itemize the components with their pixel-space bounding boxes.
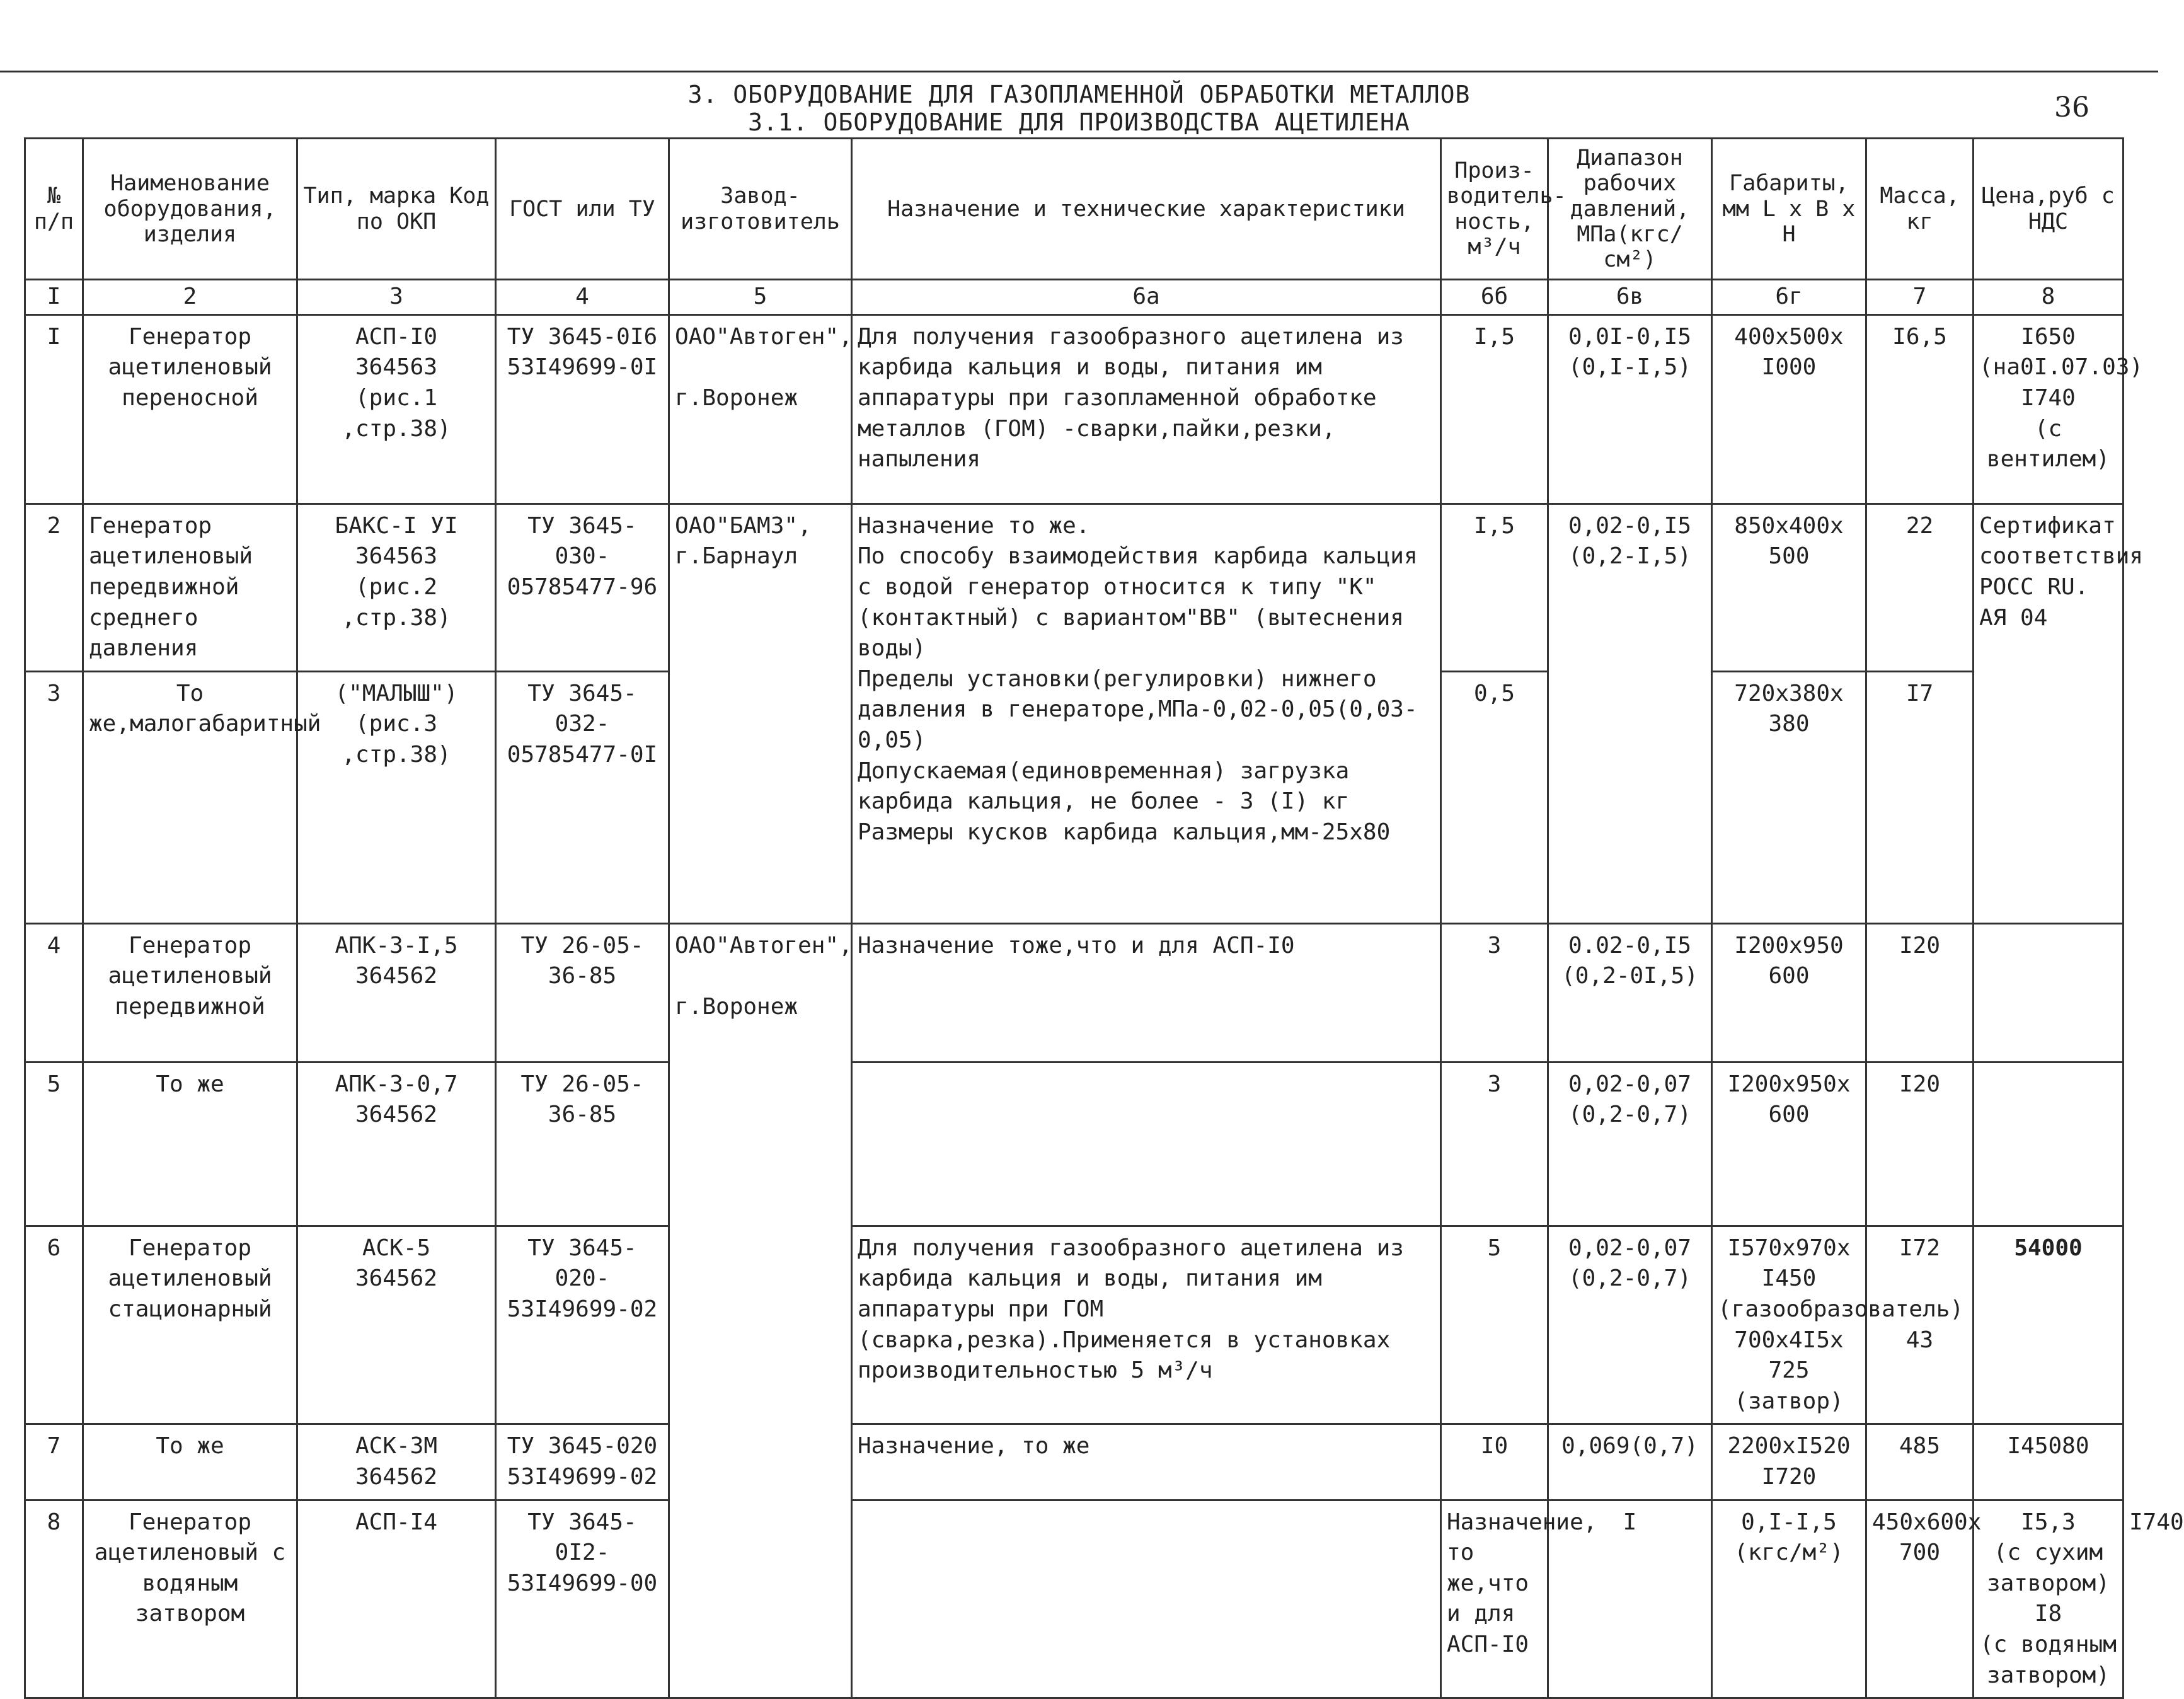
col-num: 8 xyxy=(1974,280,2124,315)
equipment-perf: I xyxy=(1548,1500,1712,1698)
section-title: 3. ОБОРУДОВАНИЕ ДЛЯ ГАЗОПЛАМЕННОЙ ОБРАБОТКИ МЕТАЛЛОВ xyxy=(687,81,1471,108)
col-header-mass: Масса, кг xyxy=(1866,139,1974,280)
equipment-pressure: 0.02-0,I5 (0,2-0I,5) xyxy=(1548,923,1712,1062)
equipment-dims: 720x380x 380 xyxy=(1712,671,1866,923)
equipment-dims: 400x500x I000 xyxy=(1712,314,1866,504)
equipment-pressure: 0,0I-0,I5 (0,I-I,5) xyxy=(1548,314,1712,504)
table-row: 8 Генератор ацетиленовый с водяным затвором АСП-I4 ТУ 3645-0I2- 53I49699-00 Назначение, то же,что и для АСП-I0 I 0,I-I,5 (кгс/м²) 450x600x 700 I5,3 (с сухим затвором) I8 (с водяным затвором) I740 xyxy=(25,1500,2124,1698)
equipment-type: АПК-3-0,7 364562 xyxy=(297,1062,496,1226)
top-rule xyxy=(0,71,2158,72)
row-number: 6 xyxy=(25,1226,83,1424)
equipment-price: I45080 xyxy=(1974,1424,2124,1500)
equipment-name: То же,малогабаритный xyxy=(83,671,297,923)
equipment-name: То же xyxy=(83,1424,297,1500)
equipment-name: То же xyxy=(83,1062,297,1226)
col-header-name: Наименование оборудования, изделия xyxy=(83,139,297,280)
table-row xyxy=(25,923,2124,1062)
equipment-purpose: Назначение, то же xyxy=(852,1424,1441,1500)
col-num: 6г xyxy=(1712,280,1866,315)
equipment-pressure: 0,02-0,07 (0,2-0,7) xyxy=(1548,1062,1712,1226)
table-row xyxy=(25,1424,2124,1500)
equipment-dims: I570x970x I450 (газообразователь) 700x4I5x 725 (затвор) xyxy=(1712,1226,1866,1424)
row-number: I xyxy=(25,314,83,504)
table-row xyxy=(25,1062,2124,1226)
maker-empty xyxy=(852,1500,1441,1698)
equipment-pressure: 0,069(0,7) xyxy=(1548,1424,1712,1500)
col-header-pressure: Диапазон рабочих давлений, МПа(кгс/см²) xyxy=(1548,139,1712,280)
col-num: 6в xyxy=(1548,280,1712,315)
equipment-type: БАКС-I УI 364563 (рис.2 ,стр.38) xyxy=(297,504,496,671)
equipment-type: АСП-I4 xyxy=(297,1500,496,1698)
col-num: 5 xyxy=(669,280,852,315)
equipment-type: АСК-3М 364562 xyxy=(297,1424,496,1500)
equipment-name: Генератор ацетиленовый переносной xyxy=(83,314,297,504)
table-row xyxy=(25,1226,2124,1424)
col-num: 2 xyxy=(83,280,297,315)
row-number: 4 xyxy=(25,923,83,1062)
equipment-mass: 485 xyxy=(1866,1424,1974,1500)
equipment-purpose: Для получения газообразного ацетилена из карбида кальция и воды, питания им аппаратуры при ГОМ (сварка,резка).Применяется в установках производительностью 5 м³/ч xyxy=(852,1226,1441,1424)
equipment-name: Генератор ацетиленовый передвижной среднего давления xyxy=(83,504,297,671)
equipment-gost: ТУ 3645-020- 53I49699-02 xyxy=(496,1226,669,1424)
equipment-price: I650 (на0I.07.03) I740 (с вентилем) xyxy=(1974,314,2124,504)
equipment-name: Генератор ацетиленовый передвижной xyxy=(83,923,297,1062)
equipment-price: 54000 xyxy=(1974,1226,2124,1424)
col-header-n: № п/п xyxy=(25,139,83,280)
equipment-dims: 2200xI520 I720 xyxy=(1712,1424,1866,1500)
equipment-gost: ТУ 3645-020 53I49699-02 xyxy=(496,1424,669,1500)
column-number-row xyxy=(25,280,2124,315)
col-header-maker: Завод-изготовитель xyxy=(669,139,852,280)
equipment-purpose: Назначение, то же,что и для АСП-I0 xyxy=(1441,1500,1548,1698)
equipment-gost: ТУ 3645-032- 05785477-0I xyxy=(496,671,669,923)
col-header-gost: ГОСТ или ТУ xyxy=(496,139,669,280)
col-num: 6а xyxy=(852,280,1441,315)
col-header-perf: Произ-водитель-ность, м³/ч xyxy=(1441,139,1548,280)
equipment-purpose: Для получения газообразного ацетилена из карбида кальция и воды, питания им аппаратуры при газопламенной обработке металлов (ГОМ) -сварки,пайки,резки, напыления xyxy=(852,314,1441,504)
row-number: 7 xyxy=(25,1424,83,1500)
equipment-type: АСК-5 364562 xyxy=(297,1226,496,1424)
equipment-purpose xyxy=(852,1062,1441,1226)
equipment-maker: ОАО"Автоген", г.Воронеж xyxy=(669,314,852,504)
equipment-price: Сертификат соответствия РОСС RU. АЯ 04 xyxy=(1974,504,2124,923)
row-number: 2 xyxy=(25,504,83,671)
equipment-dims: I200x950x 600 xyxy=(1712,1062,1866,1226)
equipment-name: Генератор ацетиленовый с водяным затвором xyxy=(83,1500,297,1698)
equipment-gost: ТУ 3645-030- 05785477-96 xyxy=(496,504,669,671)
equipment-name: Генератор ацетиленовый стационарный xyxy=(83,1226,297,1424)
col-header-price: Цена,руб с НДС xyxy=(1974,139,2124,280)
equipment-pressure: 0,02-0,07 (0,2-0,7) xyxy=(1548,1226,1712,1424)
equipment-perf: 3 xyxy=(1441,923,1548,1062)
equipment-perf: I,5 xyxy=(1441,314,1548,504)
col-num: 3 xyxy=(297,280,496,315)
equipment-dims: I200x950 600 xyxy=(1712,923,1866,1062)
equipment-purpose: Назначение то же. По способу взаимодействия карбида кальция с водой генератор относится к типу "К" (контактный) с вариантом"ВВ" (вытеснения воды) Пределы установки(регулировки) нижнего давления в генераторе,МПа-0,02-0,05(0,03-0,05) Допускаемая(единовременная) загрузка карбида кальция, не более - 3 (I) кг Размеры кусков карбида кальция,мм-25x80 xyxy=(852,504,1441,923)
equipment-purpose: Назначение тоже,что и для АСП-I0 xyxy=(852,923,1441,1062)
equipment-gost: ТУ 26-05- 36-85 xyxy=(496,923,669,1062)
equipment-pressure: 0,I-I,5 (кгс/м²) xyxy=(1712,1500,1866,1698)
col-num: I xyxy=(25,280,83,315)
equipment-perf: 0,5 xyxy=(1441,671,1548,923)
equipment-mass: 22 xyxy=(1866,504,1974,671)
col-header-dims: Габариты, мм L x B x H xyxy=(1712,139,1866,280)
col-num: 4 xyxy=(496,280,669,315)
equipment-perf: 3 xyxy=(1441,1062,1548,1226)
col-num: 6б xyxy=(1441,280,1548,315)
equipment-price xyxy=(1974,923,2124,1062)
equipment-mass: I20 xyxy=(1866,923,1974,1062)
col-num: 7 xyxy=(1866,280,1974,315)
page-number: 36 xyxy=(2054,91,2089,124)
equipment-type: АСП-I0 364563 (рис.1 ,стр.38) xyxy=(297,314,496,504)
equipment-mass: I7 xyxy=(1866,671,1974,923)
row-number: 5 xyxy=(25,1062,83,1226)
equipment-maker: ОАО"БАМЗ", г.Барнаул xyxy=(669,504,852,923)
equipment-mass: I20 xyxy=(1866,1062,1974,1226)
equipment-price xyxy=(1974,1062,2124,1226)
equipment-perf: I0 xyxy=(1441,1424,1548,1500)
equipment-gost: ТУ 3645-0I2- 53I49699-00 xyxy=(496,1500,669,1698)
equipment-gost: ТУ 26-05- 36-85 xyxy=(496,1062,669,1226)
equipment-type: АПК-3-I,5 364562 xyxy=(297,923,496,1062)
equipment-table xyxy=(24,137,2184,1699)
subsection-title: 3.1. ОБОРУДОВАНИЕ ДЛЯ ПРОИЗВОДСТВА АЦЕТИЛЕНА xyxy=(748,108,1410,136)
equipment-mass: I5,3 (с сухим затвором) I8 (с водяным затвором) xyxy=(1974,1500,2124,1698)
equipment-mass: I72 43 xyxy=(1866,1226,1974,1424)
equipment-dims: 450x600x 700 xyxy=(1866,1500,1974,1698)
row-number: 8 xyxy=(25,1500,83,1698)
equipment-mass: I6,5 xyxy=(1866,314,1974,504)
equipment-perf: 5 xyxy=(1441,1226,1548,1424)
col-header-type: Тип, марка Код по ОКП xyxy=(297,139,496,280)
equipment-maker: ОАО"Автоген", г.Воронеж xyxy=(669,923,852,1698)
col-header-purpose: Назначение и технические характеристики xyxy=(852,139,1441,280)
equipment-pressure: 0,02-0,I5 (0,2-I,5) xyxy=(1548,504,1712,923)
row-number: 3 xyxy=(25,671,83,923)
header-row xyxy=(25,139,2124,280)
equipment-gost: ТУ 3645-0I6 53I49699-0I xyxy=(496,314,669,504)
equipment-type: ("МАЛЫШ") (рис.3 ,стр.38) xyxy=(297,671,496,923)
equipment-perf: I,5 xyxy=(1441,504,1548,671)
equipment-dims: 850x400x 500 xyxy=(1712,504,1866,671)
table-row xyxy=(25,504,2124,671)
table-row xyxy=(25,314,2124,504)
